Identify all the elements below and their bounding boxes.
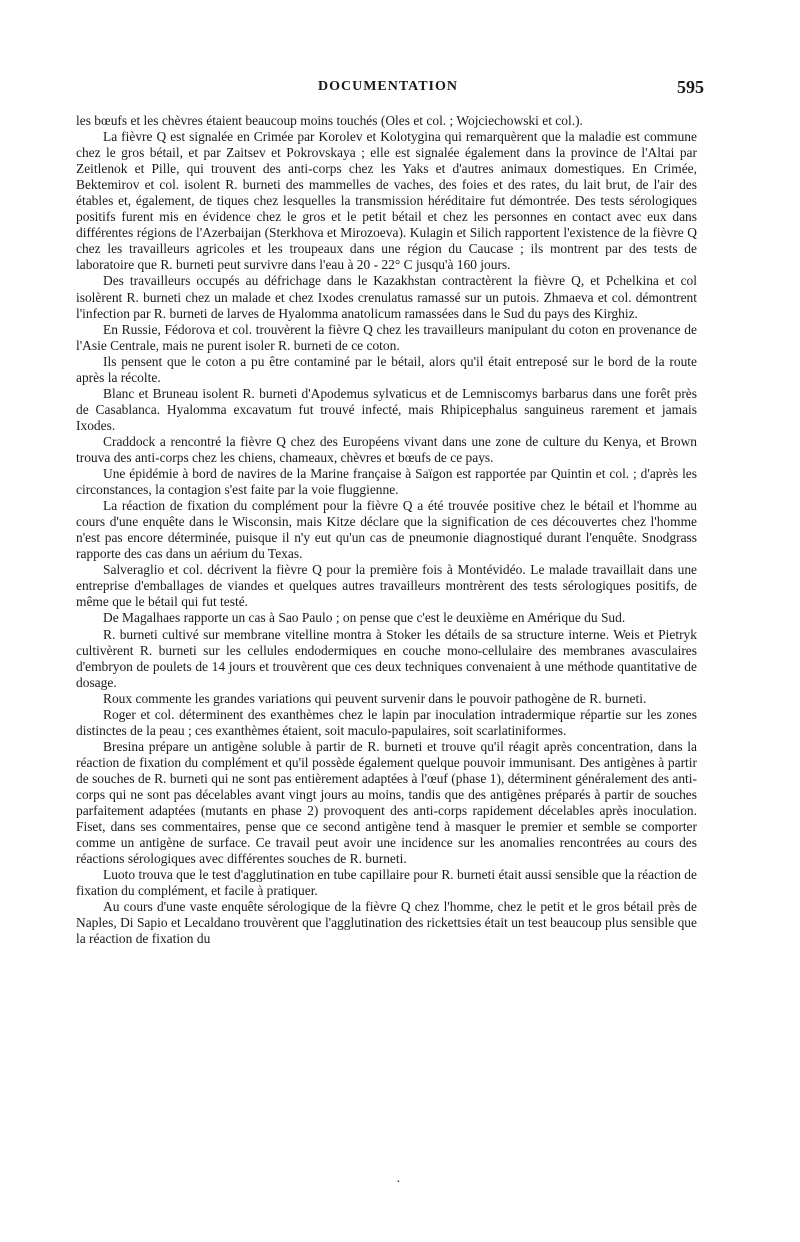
paragraph: R. burneti cultivé sur membrane vitelline montra à Stoker les détails de sa structure interne. Weis et Pietryk cultivèrent R. burneti sur les cellules endodermiques en couche mono-cellulaire des membranes avasculaires d'embryon de poulets de 14 jours et trouvèrent que ces deux techniques convenaient à une méthode quantitative de dosage. [76,626,697,690]
body-text [76,113,697,947]
paragraph: Blanc et Bruneau isolent R. burneti d'Apodemus sylvaticus et de Lemniscomys barbarus dans une forêt près de Casablanca. Hyalomma excavatum fut trouvé infecté, mais Rhipicephalus sanguineus rarement et jamais Ixodes. [76,385,697,433]
paragraph: les bœufs et les chèvres étaient beaucoup moins touchés (Oles et col. ; Wojciechowski et col.). [76,113,583,128]
paragraph: La réaction de fixation du complément pour la fièvre Q a été trouvée positive chez le bétail et l'homme au cours d'une enquête dans le Wisconsin, mais Kitze déclare que la signification de ces découvertes chez l'homme n'est pas encore déterminée, puisque il n'y eut qu'un cas de pneumonie diagnostiqué durant l'enquête. Snodgrass rapporte des cas dans un aérium du Texas. [76,498,697,562]
paragraph: Ils pensent que le coton a pu être contaminé par le bétail, alors qu'il était entreposé sur le bord de la route après la récolte. [76,353,697,385]
paragraph: Roger et col. déterminent des exanthèmes chez le lapin par inoculation intradermique répartie sur les zones distinctes de la peau ; ces exanthèmes étaient, soit maculo-papulaires, soit scarlatiniformes. [76,706,697,738]
paragraph: Une épidémie à bord de navires de la Marine française à Saïgon est rapportée par Quintin et col. ; d'après les circonstances, la contagion s'est faite par la voie fluggienne. [76,466,697,498]
paragraph: Des travailleurs occupés au défrichage dans le Kazakhstan contractèrent la fièvre Q, et Pchelkina et col isolèrent R. burneti chez un malade et chez Ixodes crenulatus ramassé sur un putois. Zhmaeva et col. démontrent l'infection par R. burneti de larves de Hyalomma anatolicum ramassées dans le Sud du pays des Kirghiz. [76,273,697,321]
paragraph: Salveraglio et col. décrivent la fièvre Q pour la première fois à Montévidéo. Le malade travaillait dans une entreprise d'emballages de viandes et quelques autres travailleurs montrèrent des tests sérologiques positifs, de même que le bétail qui fut testé. [76,562,697,610]
paragraph: De Magalhaes rapporte un cas à Sao Paulo ; on pense que c'est le deuxième en Amérique du Sud. [103,610,626,626]
page-mark: · [396,1175,401,1190]
paragraph: Luoto trouva que le test d'agglutination en tube capillaire pour R. burneti était aussi sensible que la réaction de fixation du complément, et facile à pratiquer. [76,867,697,899]
paragraph: La fièvre Q est signalée en Crimée par Korolev et Kolotygina qui remarquèrent que la maladie est commune chez le gros bétail, et par Zaitsev et Pokrovskaya ; elle est signalée également dans la province de l'Altai par Zeitlenok et Pille, qui trouvent des anti-corps chez les Yaks et d'autres animaux domestiques. En Crimée, Bektemirov et col. isolent R. burneti des mammelles de vaches, des foies et des rates, du lait brut, de l'air des étables et, également, de tiques chez lesquelles la transmission héréditaire fut démontrée. Des tests sérologiques positifs furent mis en évidence chez le gros et le petit bétail et chez les personnes en contact avec eux dans différentes régions de l'Azerbaijan (Sterkhova et Mirozoeva). Kulagin et Silich rapportent l'existence de la fièvre Q chez les travailleurs agricoles et les troupeaux dans une région du Caucase ; ils montrent par des tests de laboratoire que R. burneti peut survivre dans l'eau à 20 - 22° C jusqu'à 160 jours. [76,129,697,273]
running-title: DOCUMENTATION [317,79,459,94]
page-number: 595 [677,77,704,97]
page-header [72,79,704,101]
paragraph: Roux commente les grandes variations qui peuvent survenir dans le pouvoir pathogène de R. burneti. [103,690,647,706]
paragraph: Bresina prépare un antigène soluble à partir de R. burneti et trouve qu'il réagit après concentration, dans la réaction de fixation du complément et qu'il possède également quelque pouvoir immunisant. Des antigènes à partir de souches de R. burneti qui ne sont pas entièrement adaptées à l'œuf (phase 1), déterminent généralement des anti-corps qui ne sont pas décelables avant vingt jours au moins, tandis que des antigènes préparés à partir de souches parfaitement adaptées (mutants en phase 2) provoquent des anti-corps rapidement décelables après inoculation. Fiset, dans ses commentaires, pense que ce second antigène tend à masquer le premier et semble se comporter comme un antigène de surface. Ce travail peut avoir une incidence sur les anomalies rencontrées au cours des réactions sérologiques avec différentes souches de R. burneti. [76,738,697,867]
paragraph: Au cours d'une vaste enquête sérologique de la fièvre Q chez l'homme, chez le petit et le gros bétail près de Naples, Di Sapio et Lecaldano trouvèrent que l'agglutination des rickettsies était un test beaucoup plus sensible que la réaction de fixation du [76,899,697,947]
paragraph: En Russie, Fédorova et col. trouvèrent la fièvre Q chez les travailleurs manipulant du coton en provenance de l'Asie Centrale, mais ne purent isoler R. burneti de ce coton. [76,321,697,353]
paragraph: Craddock a rencontré la fièvre Q chez des Européens vivant dans une zone de culture du Kenya, et Brown trouva des anti-corps chez les chiens, chameaux, chèvres et bœufs de ce pays. [76,433,697,465]
